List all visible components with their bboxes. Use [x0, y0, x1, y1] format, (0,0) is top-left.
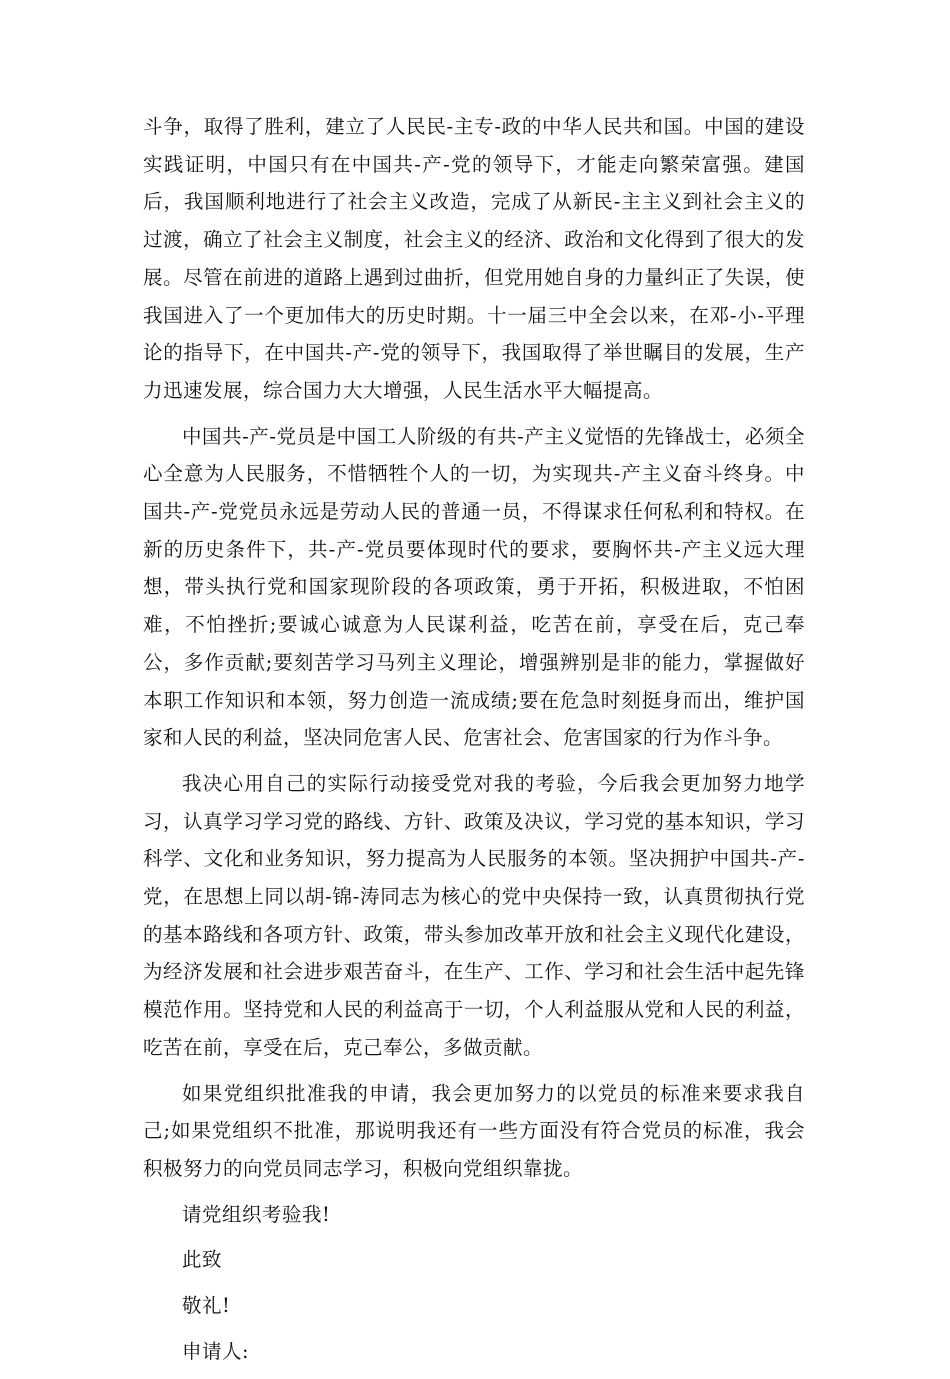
closing-salutation-2: 敬礼! — [182, 1294, 231, 1318]
closing-salutation-1: 此致 — [182, 1248, 223, 1272]
body-paragraph-party-member-duties: 中国共-产-党员是中国工人阶级的有共-产主义觉悟的先锋战士，必须全心全意为人民服务，不惜牺牲个人的一切，为实现共-产主义奋斗终身。中国共-产-党党员永远是劳动人民的普通一员，不得谋求任何私利和特权。在新的历史条件下，共-产-党员要体现时代的要求，要胸怀共-产主义远大理想，带头执行党和国家现阶段的各项政策，勇于开拓，积极进取，不怕困难，不怕挫折;要诚心诚意为人民谋利益，吃苦在前，享受在后，克己奉公，多作贡献;要刻苦学习马列主义理论，增强辨别是非的能力，掌握做好本职工作知识和本领，努力创造一流成绩;要在危急时刻挺身而出，维护国家和人民的利益，坚决同危害人民、危害社会、危害国家的行为作斗争。 — [143, 424, 805, 750]
applicant-label: 申请人: — [182, 1339, 250, 1363]
body-paragraph-history: 斗争，取得了胜利，建立了人民民-主专-政的中华人民共和国。中国的建设实践证明，中国只有在中国共-产-党的领导下，才能走向繁荣富强。建国后，我国顺利地进行了社会主义改造，完成了从新民-主主义到社会主义的过渡，确立了社会主义制度，社会主义的经济、政治和文化得到了很大的发展。尽管在前进的道路上遇到过曲折，但党用她自身的力量纠正了失误，使我国进入了一个更加伟大的历史时期。十一届三中全会以来，在邓-小-平理论的指导下，在中国共-产-党的领导下，我国取得了举世瞩目的发展，生产力迅速发展，综合国力大大增强，人民生活水平大幅提高。 — [143, 115, 805, 402]
closing-request: 请党组织考验我! — [182, 1202, 331, 1226]
body-paragraph-application-outcome: 如果党组织批准我的申请，我会更加努力的以党员的标准来要求我自己;如果党组织不批准，那说明我还有一些方面没有符合党员的标准，我会积极努力的向党员同志学习，积极向党组织靠拢。 — [143, 1081, 805, 1180]
body-paragraph-commitment: 我决心用自己的实际行动接受党对我的考验，今后我会更加努力地学习，认真学习学习党的路线、方针、政策及决议，学习党的基本知识，学习科学、文化和业务知识，努力提高为人民服务的本领。坚决拥护中国共-产-党，在思想上同以胡-锦-涛同志为核心的党中央保持一致，认真贯彻执行党的基本路线和各项方针、政策，带头参加改革开放和社会主义现代化建设，为经济发展和社会进步艰苦奋斗，在生产、工作、学习和社会生活中起先锋模范作用。坚持党和人民的利益高于一切，个人利益服从党和人民的利益，吃苦在前，享受在后，克己奉公，多做贡献。 — [143, 771, 805, 1059]
document-page — [143, 108, 805, 1379]
